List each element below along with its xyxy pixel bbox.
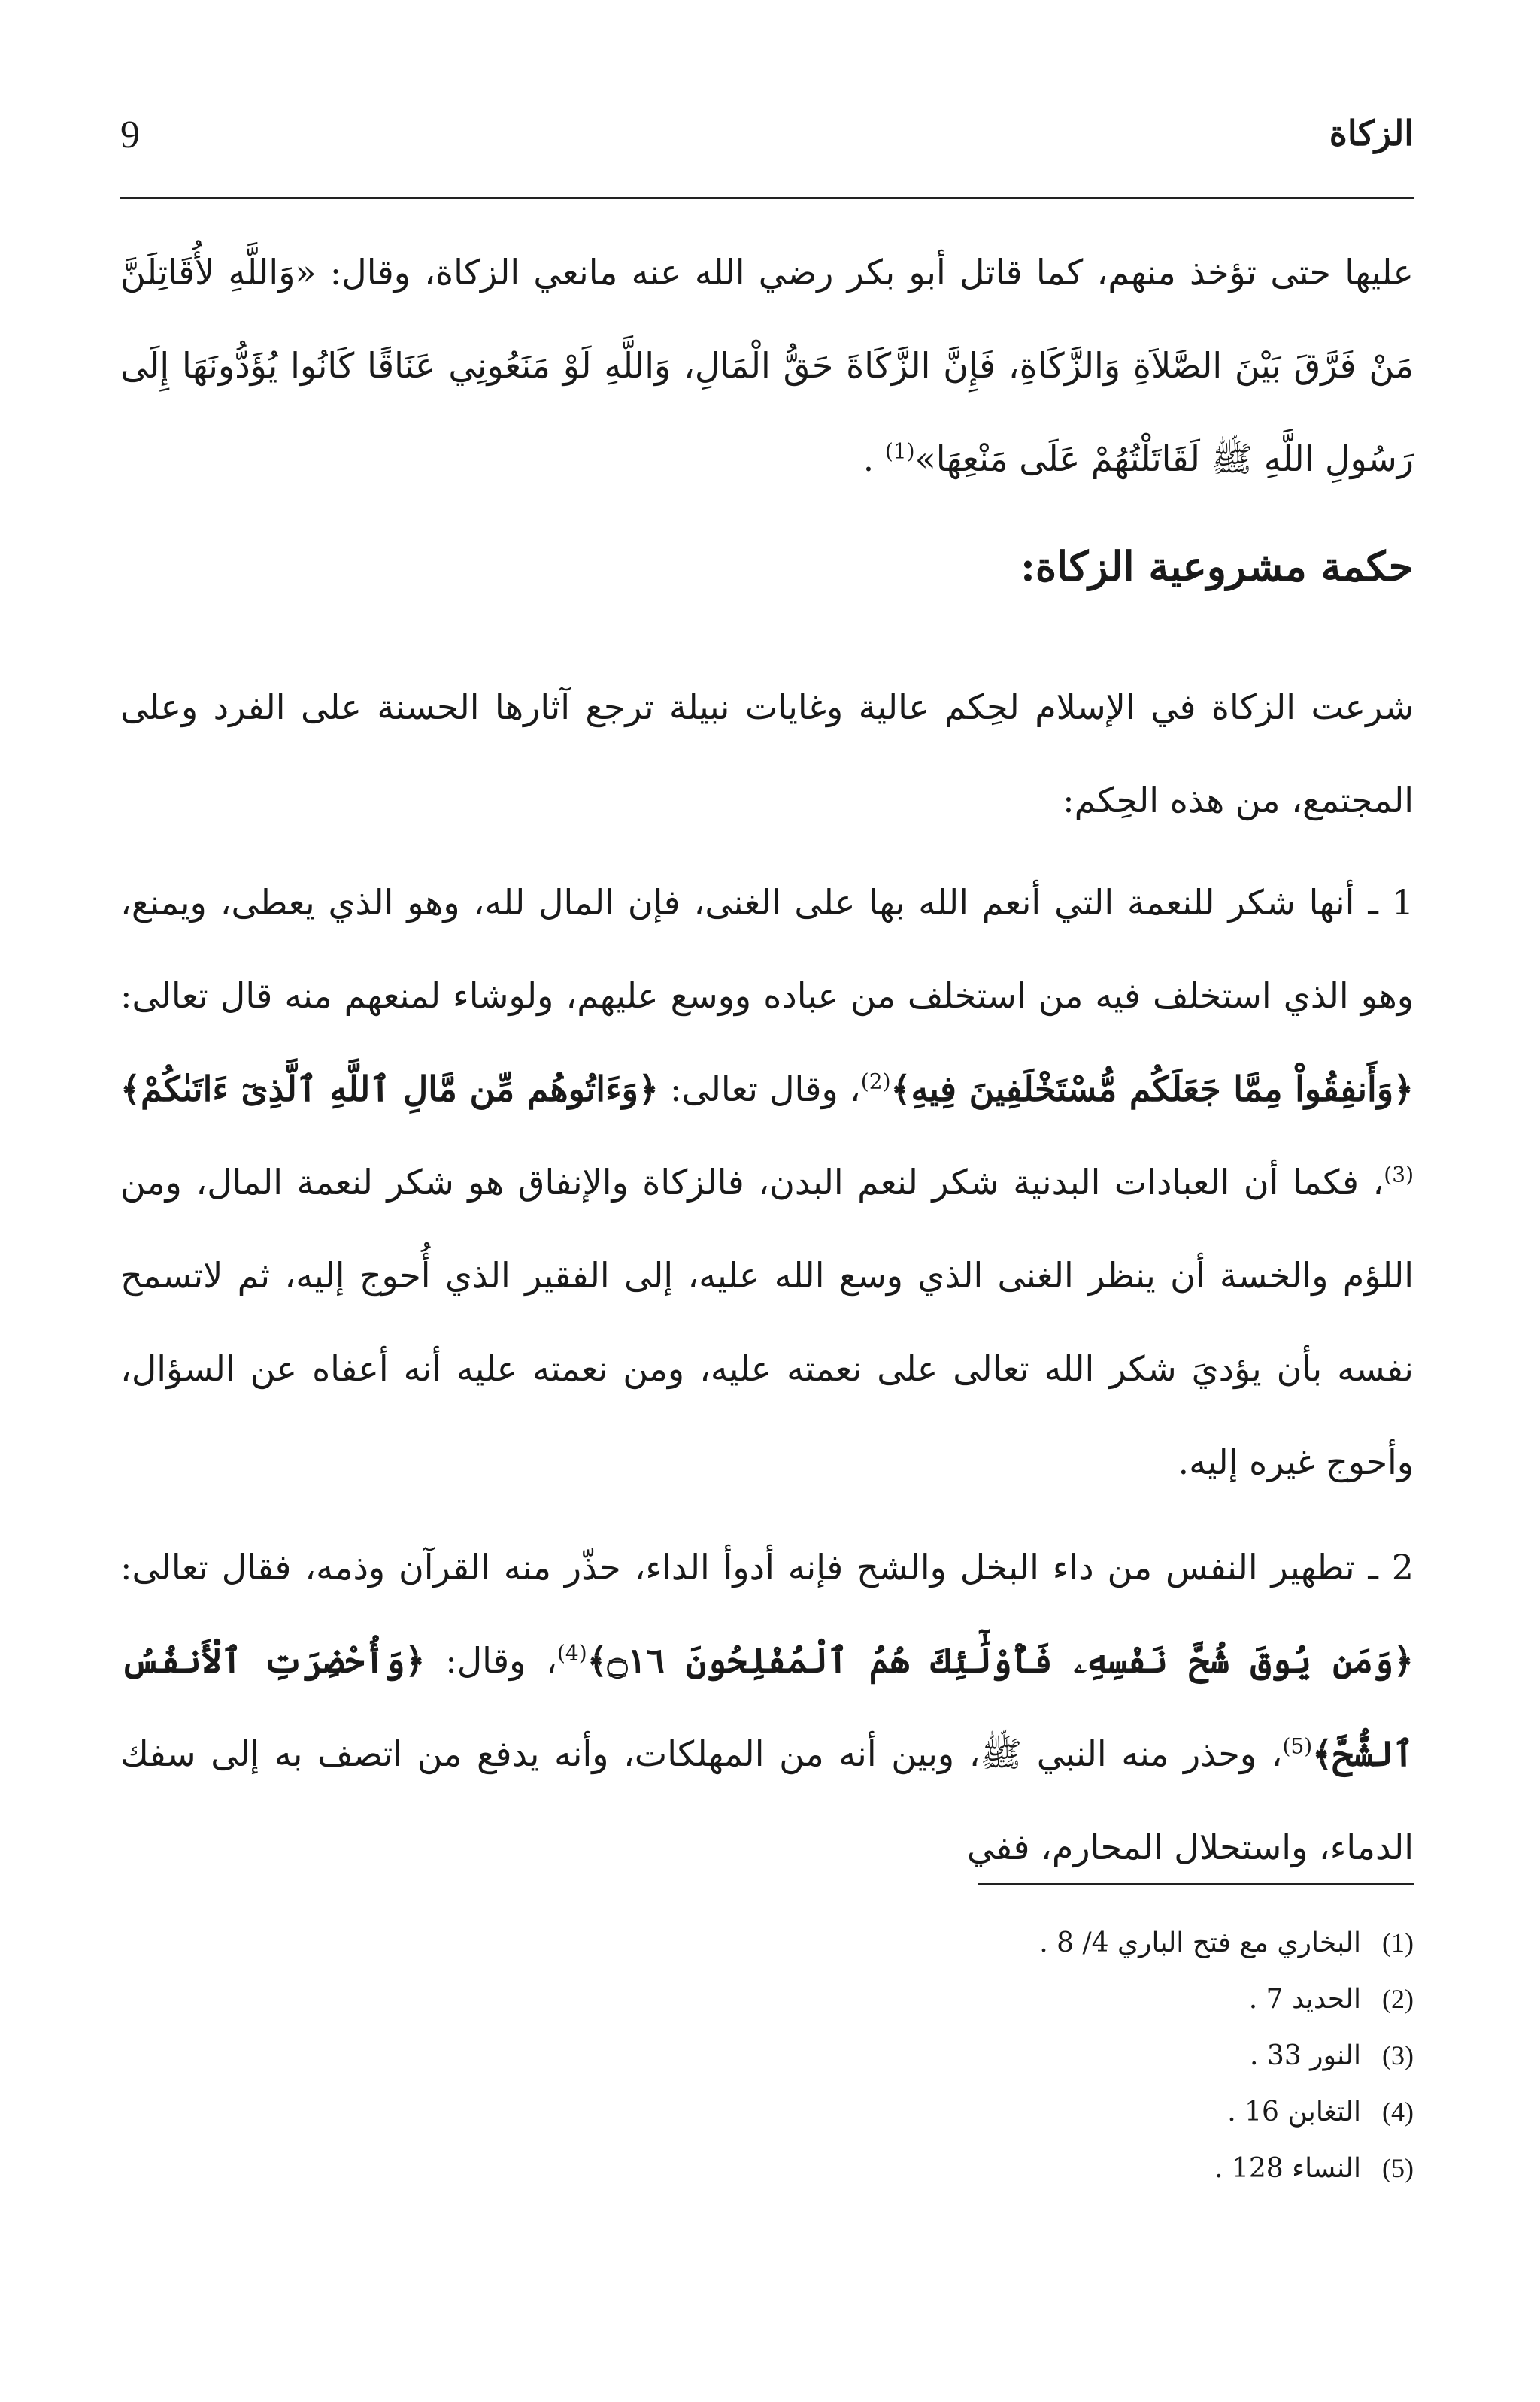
footnote-separator <box>978 1883 1414 1885</box>
page-header <box>120 113 1414 173</box>
quran-verse-taghabun: ﴿وَمَن يُوقَ شُحَّ نَفْسِهِۦ فَأُوْلَٰٓئِكَ هُمُ ٱلْمُفْلِحُونَ ۝١٦﴾ <box>587 1640 1414 1681</box>
footnote-text: الحديد 7 . <box>1248 1984 1361 2015</box>
intro-text: عليها حتى تؤخذ منهم، كما قاتل أبو بكر رضي الله عنه مانعي الزكاة، وقال: «وَاللَّهِ لأُقَاتِلَنَّ مَنْ فَرَّقَ بَيْنَ الصَّلاَةِ وَالزَّكَاةِ، فَإِنَّ الزَّكَاةَ حَقُّ الْمَالِ، وَاللَّهِ لَوْ مَنَعُونِي عَنَاقًا كَانُوا يُؤَدُّونَهَا إِلَى رَسُولِ اللَّهِ ﷺ لَقَاتَلْتُهُمْ عَلَى مَنْعِهَا» <box>120 252 1414 479</box>
quran-verse-hadid: ﴿وَأَنفِقُواْ مِمَّا جَعَلَكُم مُّسْتَخْلَفِينَ فِيهِ﴾ <box>890 1069 1414 1109</box>
footnote-item <box>662 2084 1414 2140</box>
footnote-ref-3: (3) <box>1384 1162 1414 1187</box>
point-1-text-a: 1 ـ أنها شكر للنعمة التي أنعم الله بها على الغنى، فإن المال لله، وهو الذي يعطى، ويمنع، وهو الذي استخلف فيه من استخلف من عباده ووسع عليهم، ولوشاء لمنعهم منه قال تعالى: <box>120 882 1414 1016</box>
point-2-text-a: 2 ـ تطهير النفس من داء البخل والشح فإنه أدوأ الداء، حذّر منه القرآن وذمه، فقال تعالى: <box>120 1547 1414 1588</box>
footnote-ref-5: (5) <box>1282 1733 1313 1759</box>
footnote-ref-2: (2) <box>860 1069 891 1094</box>
quran-verse-nur: ﴿وَءَاتُوهُم مِّن مَّالِ ٱللَّهِ ٱلَّذِىٓ ءَاتَىٰكُمْ﴾ <box>120 1069 659 1109</box>
footnote-text: البخاري مع فتح الباري 4/ 8 . <box>1039 1927 1361 1958</box>
footnote-item <box>662 2027 1414 2084</box>
point-1-text-c: ، فكما أن العبادات البدنية شكر لنعم البدن، فالزكاة والإنفاق هو شكر لنعمة المال، ومن اللؤم والخسة أن ينظر الغنى الذي وسع الله عليه، إلى الفقير الذي أُحوج إليه، ثم لاتسمح نفسه بأن يؤديَ شكر الله تعالى على نعمته عليه، ومن نعمته عليه أنه أعفاه عن السؤال، وأحوج غيره إليه. <box>120 1162 1414 1482</box>
header-rule <box>120 197 1414 199</box>
quran-verse-nisa: ﴿وَأُحْضِرَتِ ٱلْأَنفُسُ ٱلشُّحَّ﴾ <box>120 1640 1414 1774</box>
footnote-ref-4: (4) <box>556 1640 587 1666</box>
footnote-item <box>662 2140 1414 2197</box>
footnote-ref-1: (1) <box>884 438 915 464</box>
paragraph-point-1 <box>120 856 1414 1509</box>
footnote-number: (2) <box>1382 1984 1414 2014</box>
intro-paragraph <box>120 226 1414 505</box>
paragraph-intro-wisdom: شرعت الزكاة في الإسلام لحِكم عالية وغايات نبيلة ترجع آثارها الحسنة على الفرد وعلى المجتمع، من هذه الحِكم: <box>120 687 1414 820</box>
footnote-item <box>662 1915 1414 1971</box>
footnote-number: (1) <box>1382 1927 1414 1958</box>
footnote-item <box>662 1971 1414 2027</box>
footnotes-list <box>662 1915 1414 2197</box>
page-number: 9 <box>120 114 140 156</box>
intro-end: . <box>862 438 875 479</box>
footnote-number: (5) <box>1382 2153 1414 2183</box>
footnote-number: (3) <box>1382 2040 1414 2070</box>
running-title: الزكاة <box>1329 113 1414 153</box>
paragraph-point-2 <box>120 1521 1414 1894</box>
footnote-text: النساء 128 . <box>1214 2153 1361 2184</box>
point-1-text-b: ، وقال تعالى: <box>670 1069 861 1109</box>
point-2-text-b: ، وقال: <box>445 1640 557 1681</box>
footnote-text: التغابن 16 . <box>1227 2097 1361 2128</box>
section-heading: حكمة مشروعية الزكاة: <box>1020 542 1414 590</box>
point-2-text-c: ، وحذر منه النبي ﷺ، وبين أنه من المهلكات، وأنه يدفع من اتصف به إلى سفك الدماء، واستحلال المحارم، ففي <box>120 1733 1414 1867</box>
footnote-number: (4) <box>1382 2097 1414 2127</box>
footnote-text: النور 33 . <box>1250 2040 1361 2071</box>
